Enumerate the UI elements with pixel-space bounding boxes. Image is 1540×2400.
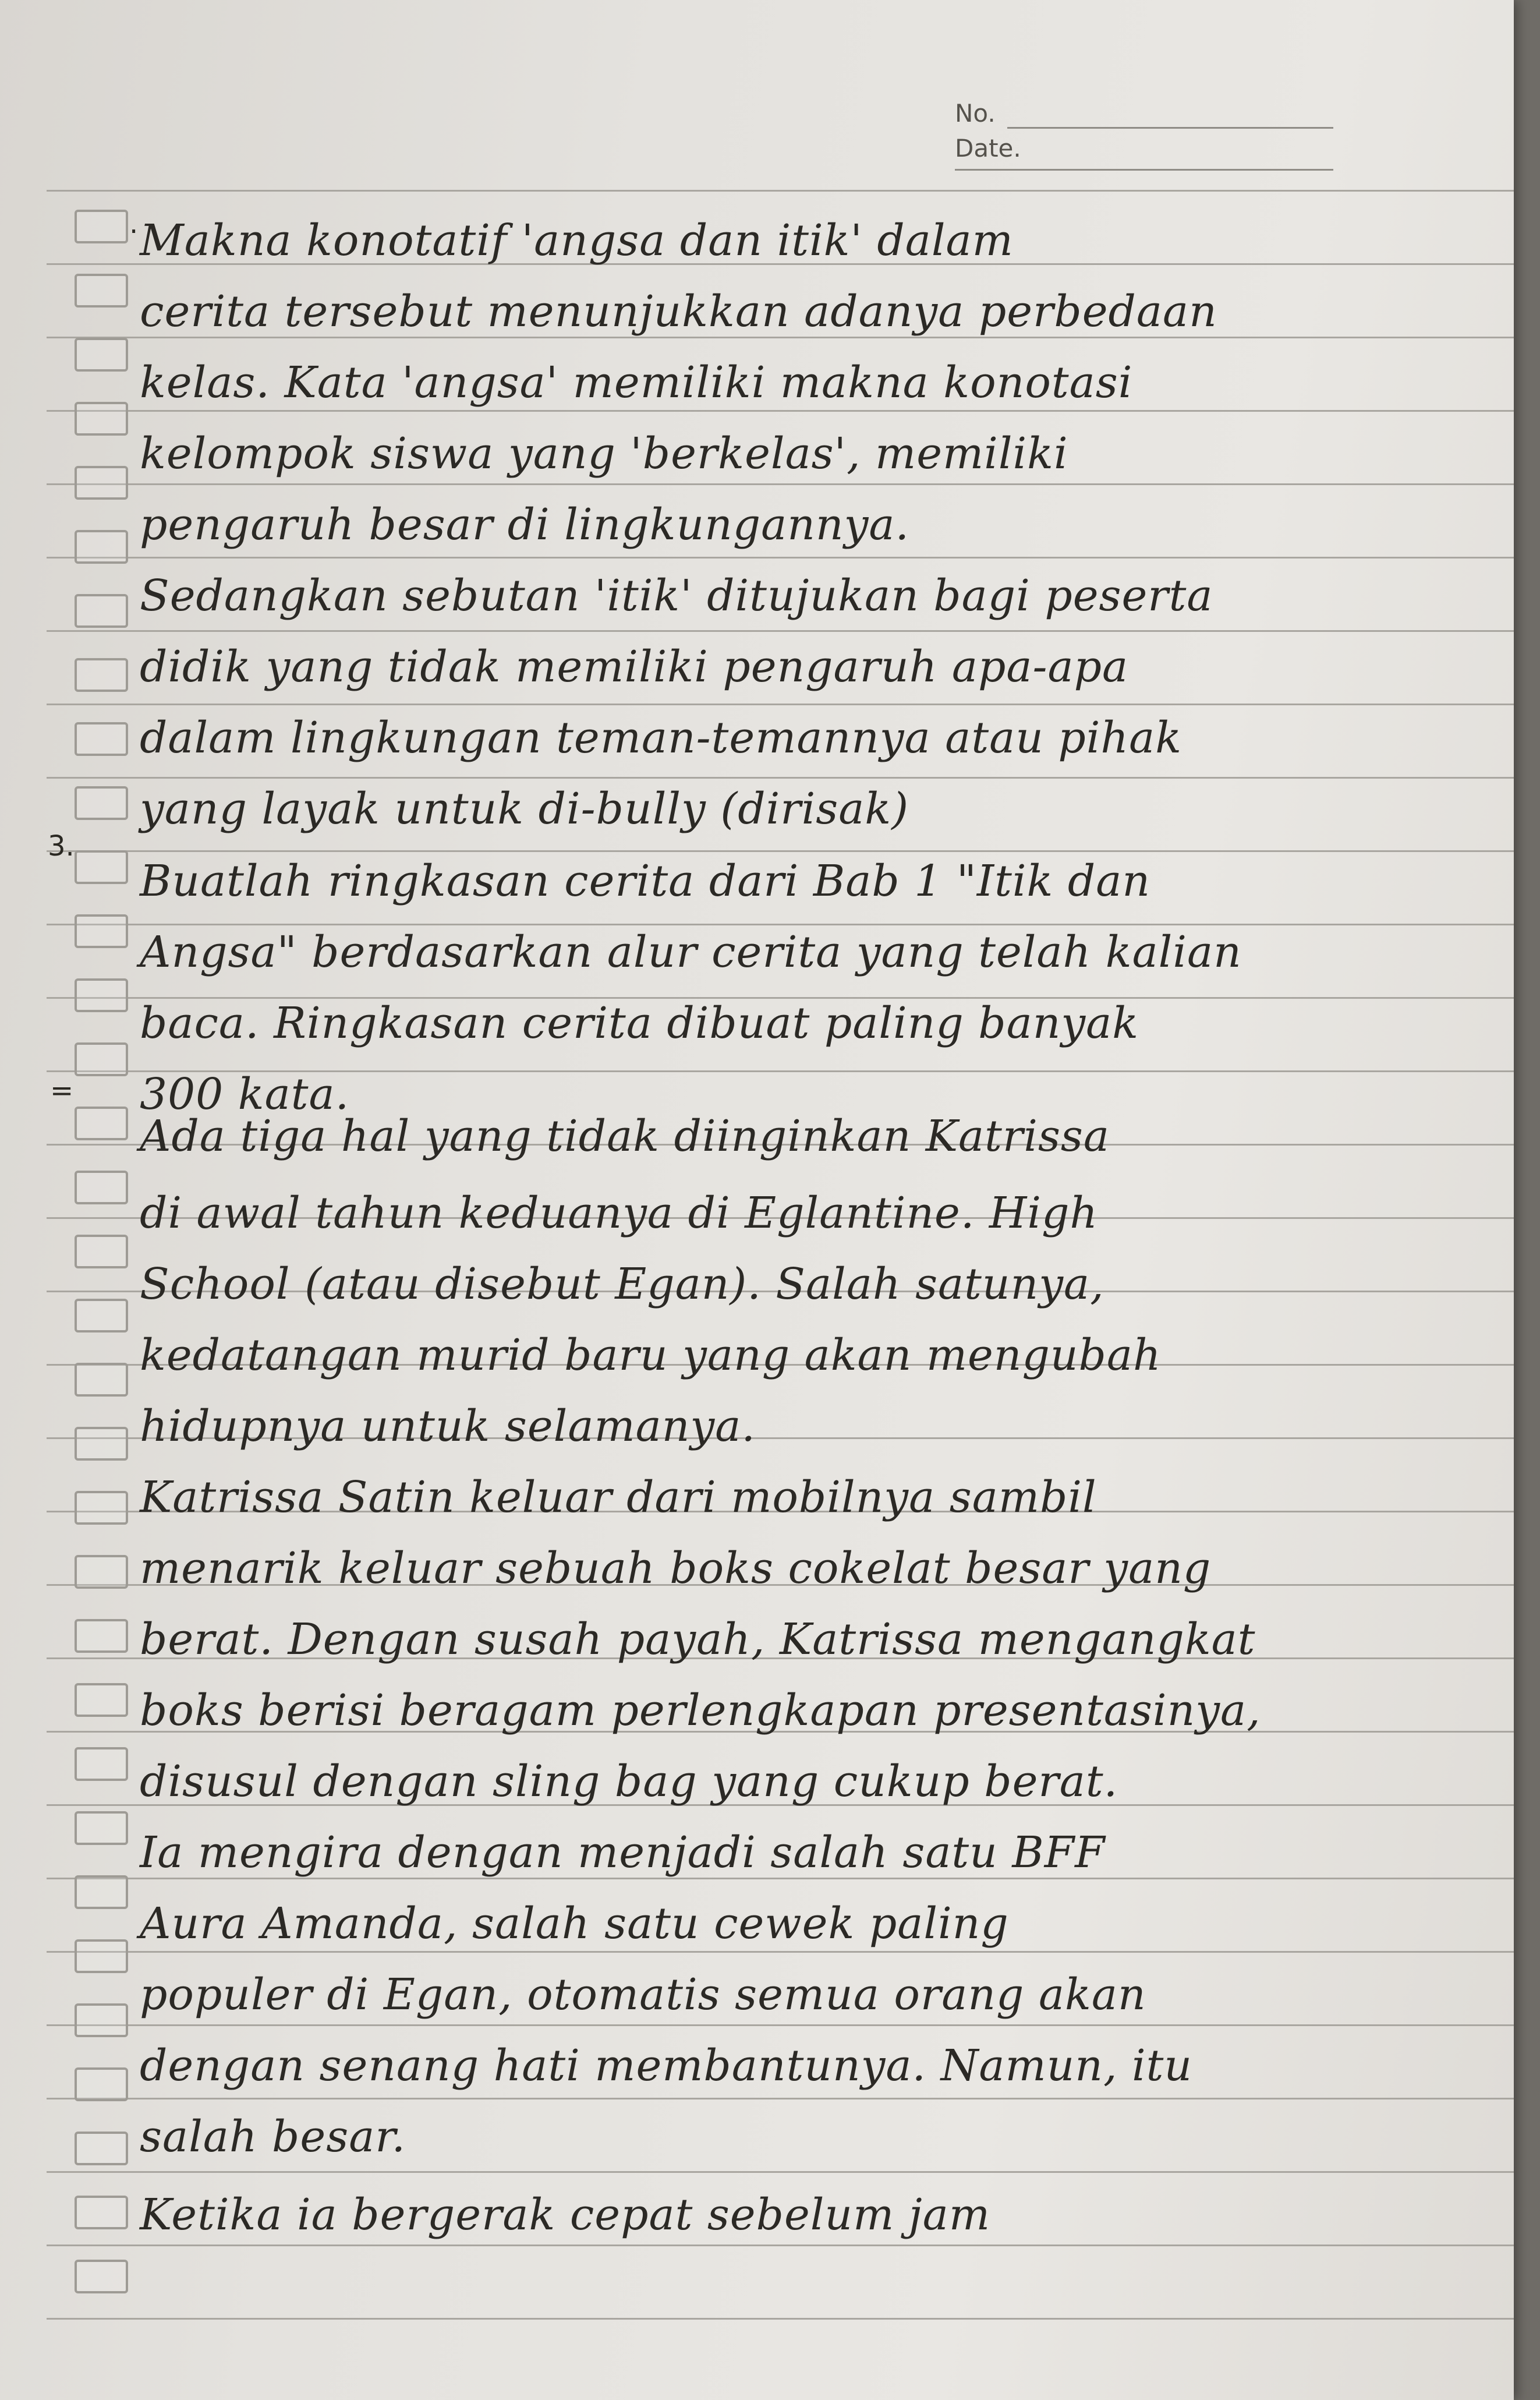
margin-box: [75, 1107, 128, 1140]
handwritten-line: baca. Ringkasan cerita dibuat paling banyak: [140, 998, 1139, 1048]
handwritten-line: Ia mengira dengan menjadi salah satu BFF: [140, 1828, 1106, 1878]
margin-box: [75, 722, 128, 756]
margin-box: [75, 2260, 128, 2293]
handwritten-line: Ketika ia bergerak cepat sebelum jam: [140, 2190, 991, 2240]
ruled-line: [47, 704, 1514, 705]
no-label: No.: [955, 99, 996, 128]
handwritten-line: di awal tahun keduanya di Eglantine. High: [140, 1188, 1099, 1238]
ruled-line: [47, 337, 1514, 338]
handwritten-line: yang layak untuk di-bully (dirisak): [140, 784, 909, 834]
margin-box: [75, 2003, 128, 2037]
ruled-line: [47, 410, 1514, 412]
margin-box: [75, 2132, 128, 2165]
ruled-line: [47, 924, 1514, 925]
handwritten-line: Katrissa Satin keluar dari mobilnya sambil: [140, 1472, 1097, 1522]
handwritten-line: populer di Egan, otomatis semua orang akan: [140, 1970, 1146, 2020]
margin-box: [75, 2067, 128, 2101]
handwritten-line: Sedangkan sebutan 'itik' ditujukan bagi peserta: [140, 571, 1213, 621]
handwritten-line: pengaruh besar di lingkungannya.: [140, 500, 910, 550]
ruled-line: [47, 777, 1514, 779]
margin-box: [75, 1299, 128, 1332]
handwritten-line: 300 kata.: [140, 1069, 350, 1119]
handwritten-line: kedatangan murid baru yang akan mengubah: [140, 1330, 1162, 1380]
handwritten-line: dalam lingkungan teman-temannya atau pihak: [140, 713, 1183, 763]
margin-box: [75, 1811, 128, 1845]
handwritten-line: berat. Dengan susah payah, Katrissa mengangkat: [140, 1614, 1256, 1664]
ruled-line: [47, 1878, 1514, 1879]
margin-box: [75, 1747, 128, 1781]
handwritten-line: School (atau disebut Egan). Salah satunya,: [140, 1259, 1104, 1309]
handwritten-line: Angsa" berdasarkan alur cerita yang telah kalian: [140, 927, 1242, 977]
ruled-line: [47, 2318, 1514, 2320]
margin-box: [75, 850, 128, 884]
question-number: 3.: [48, 830, 75, 863]
handwritten-line: salah besar.: [140, 2112, 406, 2162]
date-line: [955, 169, 1333, 171]
handwritten-line: hidupnya untuk selamanya.: [140, 1401, 756, 1451]
handwritten-line: Aura Amanda, salah satu cewek paling: [140, 1899, 1009, 1949]
handwritten-line: kelas. Kata 'angsa' memiliki makna konotasi: [140, 358, 1133, 408]
margin-box: [75, 1491, 128, 1525]
ruled-line: [47, 2245, 1514, 2246]
ruled-line: [47, 850, 1514, 852]
margin-box: [75, 786, 128, 820]
margin-box: [75, 1171, 128, 1204]
handwritten-line: kelompok siswa yang 'berkelas', memiliki: [140, 429, 1068, 479]
margin-box: [75, 274, 128, 307]
ruled-line: [47, 2171, 1514, 2173]
handwritten-line: boks berisi beragam perlengkapan presentasinya,: [140, 1685, 1261, 1736]
margin-box: [75, 210, 128, 243]
margin-box: [75, 1427, 128, 1461]
handwritten-line: cerita tersebut menunjukkan adanya perbedaan: [140, 287, 1217, 337]
margin-box: [75, 1235, 128, 1268]
handwritten-line: Buatlah ringkasan cerita dari Bab 1 "Itik dan: [140, 856, 1151, 906]
no-line: [1007, 127, 1333, 129]
margin-box: [75, 402, 128, 436]
margin-box: [75, 1683, 128, 1717]
margin-box: [75, 466, 128, 500]
margin-box: [75, 1939, 128, 1973]
margin-box: [75, 338, 128, 372]
margin-box: [75, 1875, 128, 1909]
ruled-line: [47, 2098, 1514, 2099]
margin-box: [75, 658, 128, 692]
date-label: Date.: [955, 134, 1021, 162]
margin-box: [75, 914, 128, 948]
ruled-line: [47, 483, 1514, 485]
margin-box: [75, 1619, 128, 1653]
ruled-line: [47, 630, 1514, 632]
margin-box: [75, 978, 128, 1012]
margin-box: [75, 2196, 128, 2229]
handwritten-line: Ada tiga hal yang tidak diinginkan Katrissa: [140, 1111, 1110, 1161]
ruled-line: [47, 557, 1514, 559]
margin-box: [75, 1042, 128, 1076]
answer-marker: =: [50, 1074, 74, 1107]
ruled-line: [47, 190, 1514, 192]
ruled-line: [47, 1951, 1514, 1953]
margin-box: [75, 594, 128, 628]
handwritten-line: menarik keluar sebuah boks cokelat besar yang: [140, 1543, 1212, 1593]
item-marker: ·: [129, 215, 139, 248]
handwritten-line: disusul dengan sling bag yang cukup berat.: [140, 1756, 1118, 1807]
margin-box: [75, 1363, 128, 1397]
handwritten-line: Makna konotatif 'angsa dan itik' dalam: [140, 215, 1014, 266]
ruled-line: [47, 2024, 1514, 2026]
handwritten-line: dengan senang hati membantunya. Namun, itu: [140, 2041, 1193, 2091]
margin-box: [75, 530, 128, 564]
handwritten-line: didik yang tidak memiliki pengaruh apa-apa: [140, 642, 1129, 692]
margin-box: [75, 1555, 128, 1589]
